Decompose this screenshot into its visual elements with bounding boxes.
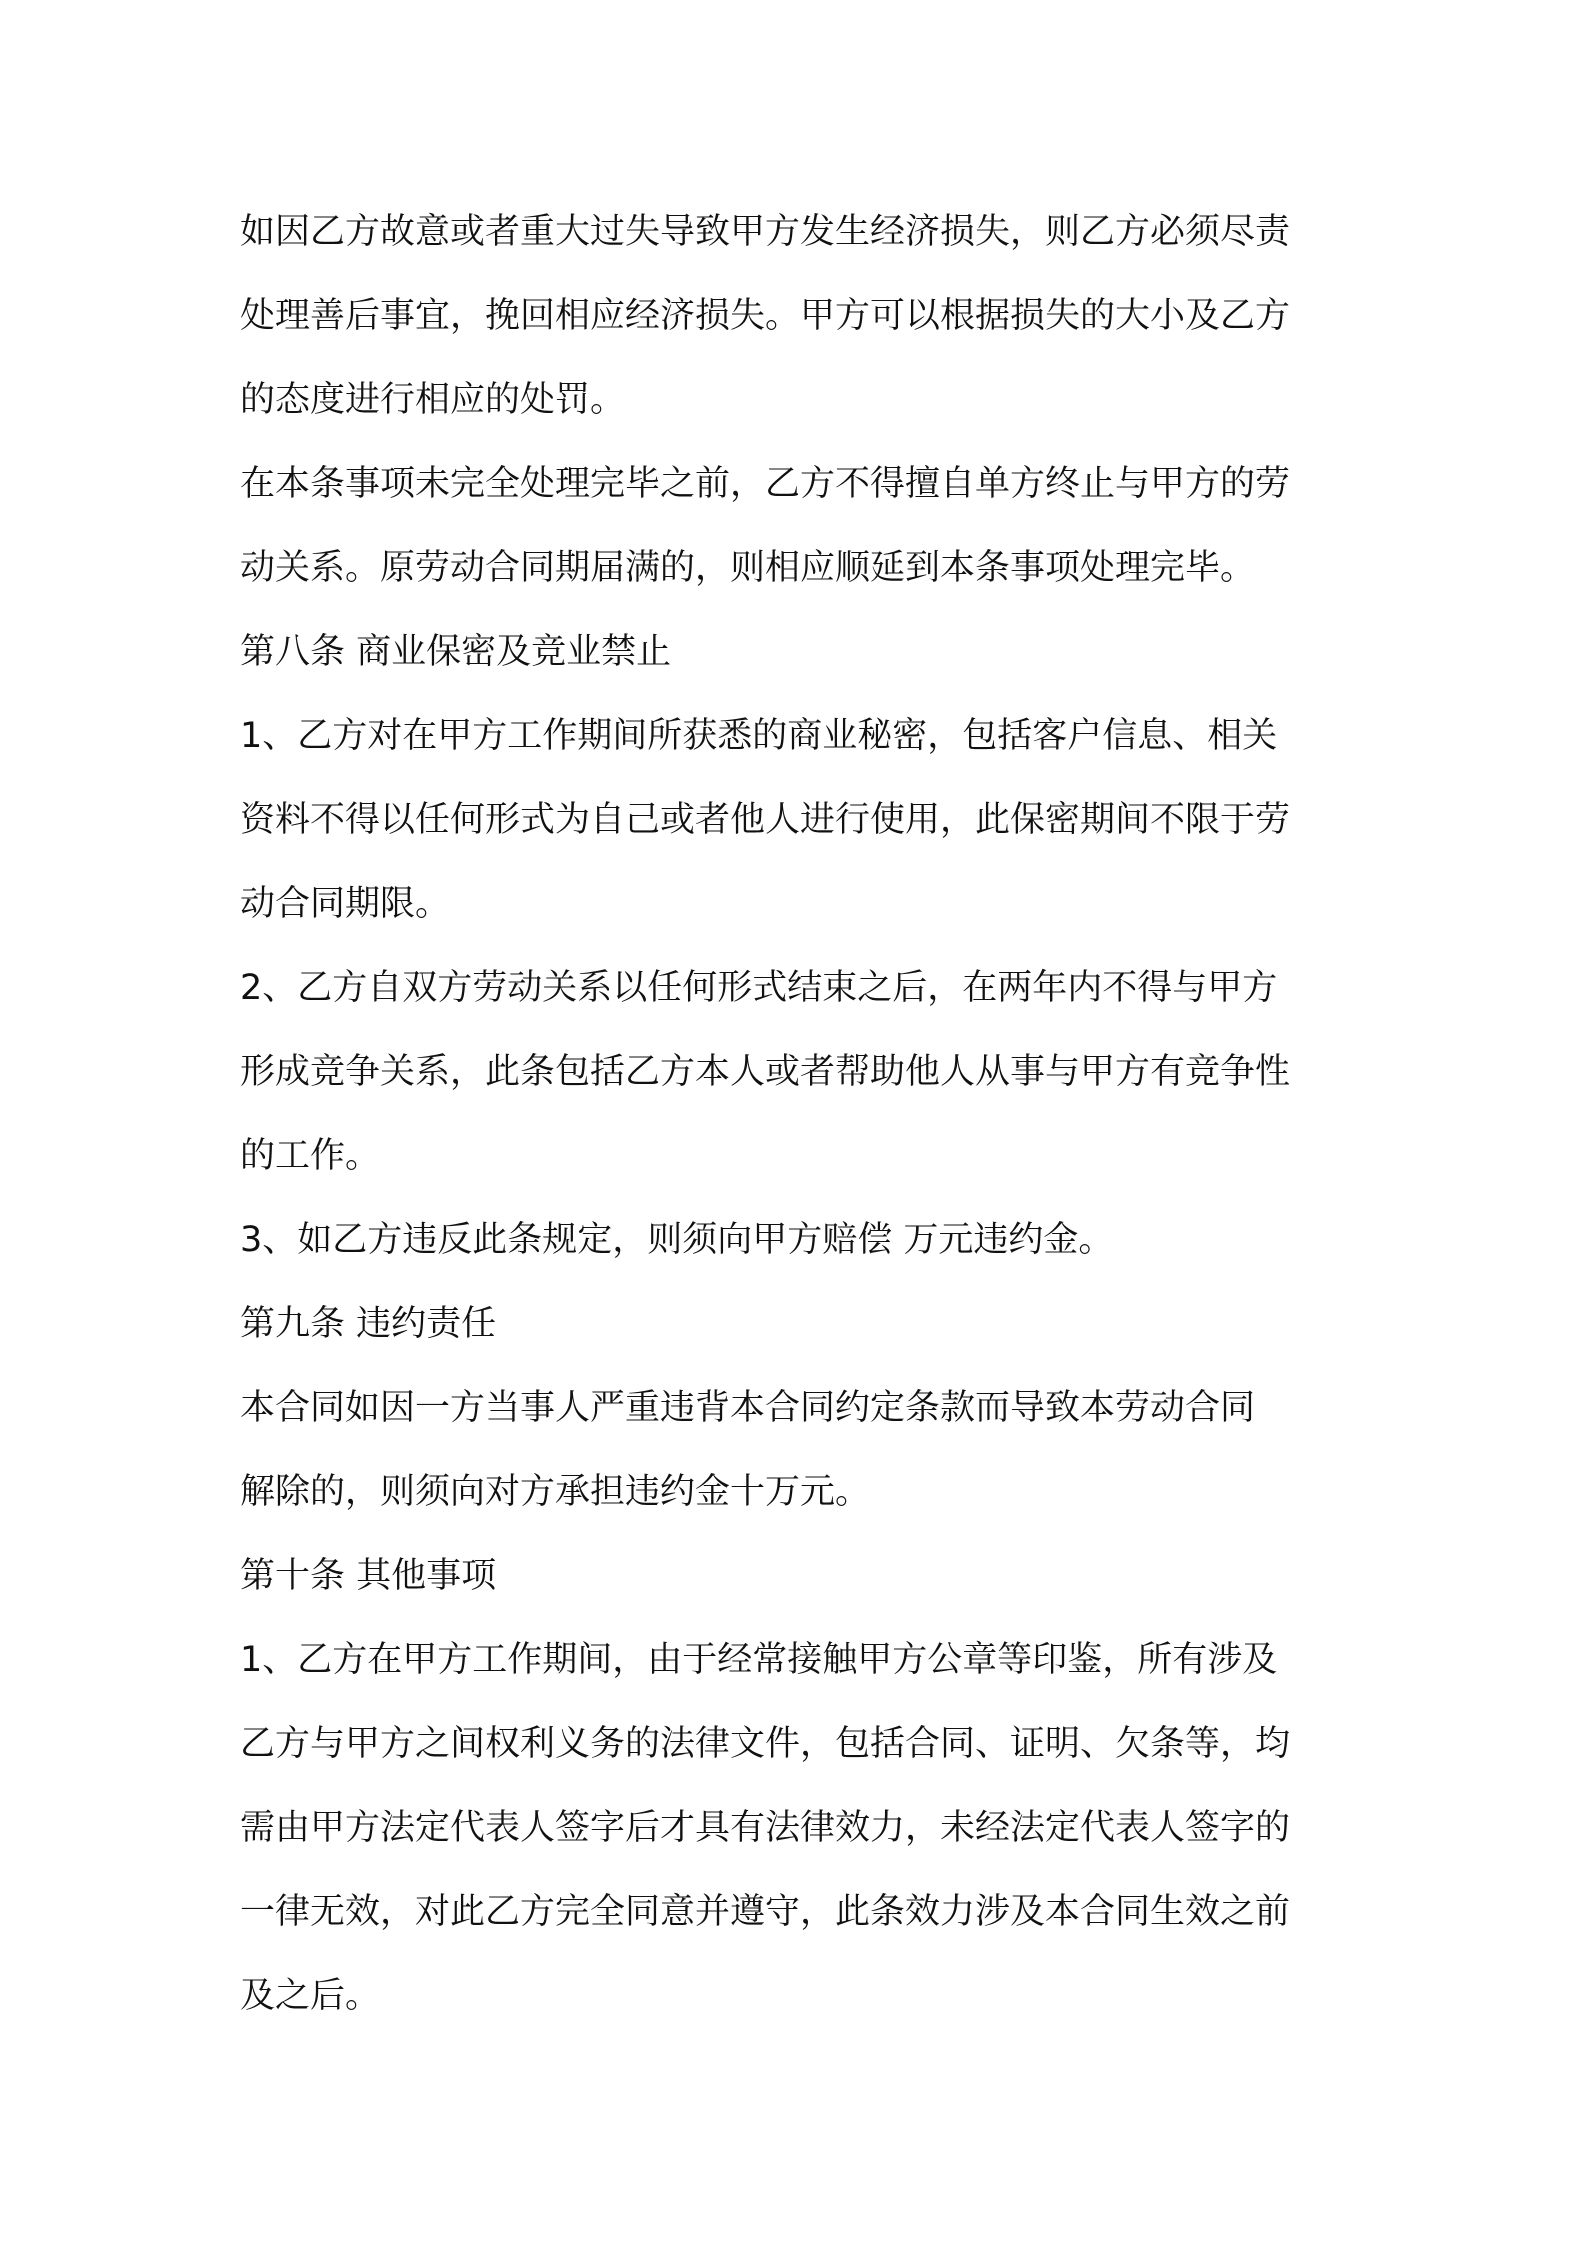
text-line: 1、乙方对在甲方工作期间所获悉的商业秘密，包括客户信息、相关 xyxy=(240,716,1278,756)
text-line: 需由甲方法定代表人签字后才具有法律效力，未经法定代表人签字的 xyxy=(240,1808,1291,1848)
text-line: 乙方与甲方之间权利义务的法律文件，包括合同、证明、欠条等，均 xyxy=(240,1724,1291,1764)
section-heading-article-9: 第九条 违约责任 xyxy=(240,1304,497,1344)
text-line: 本合同如因一方当事人严重违背本合同约定条款而导致本劳动合同 xyxy=(240,1388,1256,1428)
text-line: 解除的，则须向对方承担违约金十万元。 xyxy=(240,1472,871,1512)
text-line: 资料不得以任何形式为自己或者他人进行使用，此保密期间不限于劳 xyxy=(240,800,1291,840)
document-body xyxy=(240,190,1365,2038)
section-heading-article-10: 第十条 其他事项 xyxy=(240,1556,497,1596)
text-line: 2、乙方自双方劳动关系以任何形式结束之后，在两年内不得与甲方 xyxy=(240,968,1278,1008)
text-line: 及之后。 xyxy=(240,1976,381,2016)
text-line: 动合同期限。 xyxy=(240,884,451,924)
text-line: 的工作。 xyxy=(240,1136,381,1176)
text-line: 1、乙方在甲方工作期间，由于经常接触甲方公章等印鉴，所有涉及 xyxy=(240,1640,1278,1680)
text-line: 一律无效，对此乙方完全同意并遵守，此条效力涉及本合同生效之前 xyxy=(240,1892,1291,1932)
text-line: 3、如乙方违反此条规定，则须向甲方赔偿 万元违约金。 xyxy=(240,1220,1114,1260)
text-line: 动关系。原劳动合同期届满的，则相应顺延到本条事项处理完毕。 xyxy=(240,548,1256,588)
section-heading-article-8: 第八条 商业保密及竞业禁止 xyxy=(240,632,672,672)
text-line: 处理善后事宜，挽回相应经济损失。甲方可以根据损失的大小及乙方 xyxy=(240,296,1291,336)
text-line: 如因乙方故意或者重大过失导致甲方发生经济损失，则乙方必须尽责 xyxy=(240,212,1291,252)
text-line: 形成竞争关系，此条包括乙方本人或者帮助他人从事与甲方有竞争性 xyxy=(240,1052,1291,1092)
text-line: 在本条事项未完全处理完毕之前，乙方不得擅自单方终止与甲方的劳 xyxy=(240,464,1291,504)
text-line: 的态度进行相应的处罚。 xyxy=(240,380,626,420)
